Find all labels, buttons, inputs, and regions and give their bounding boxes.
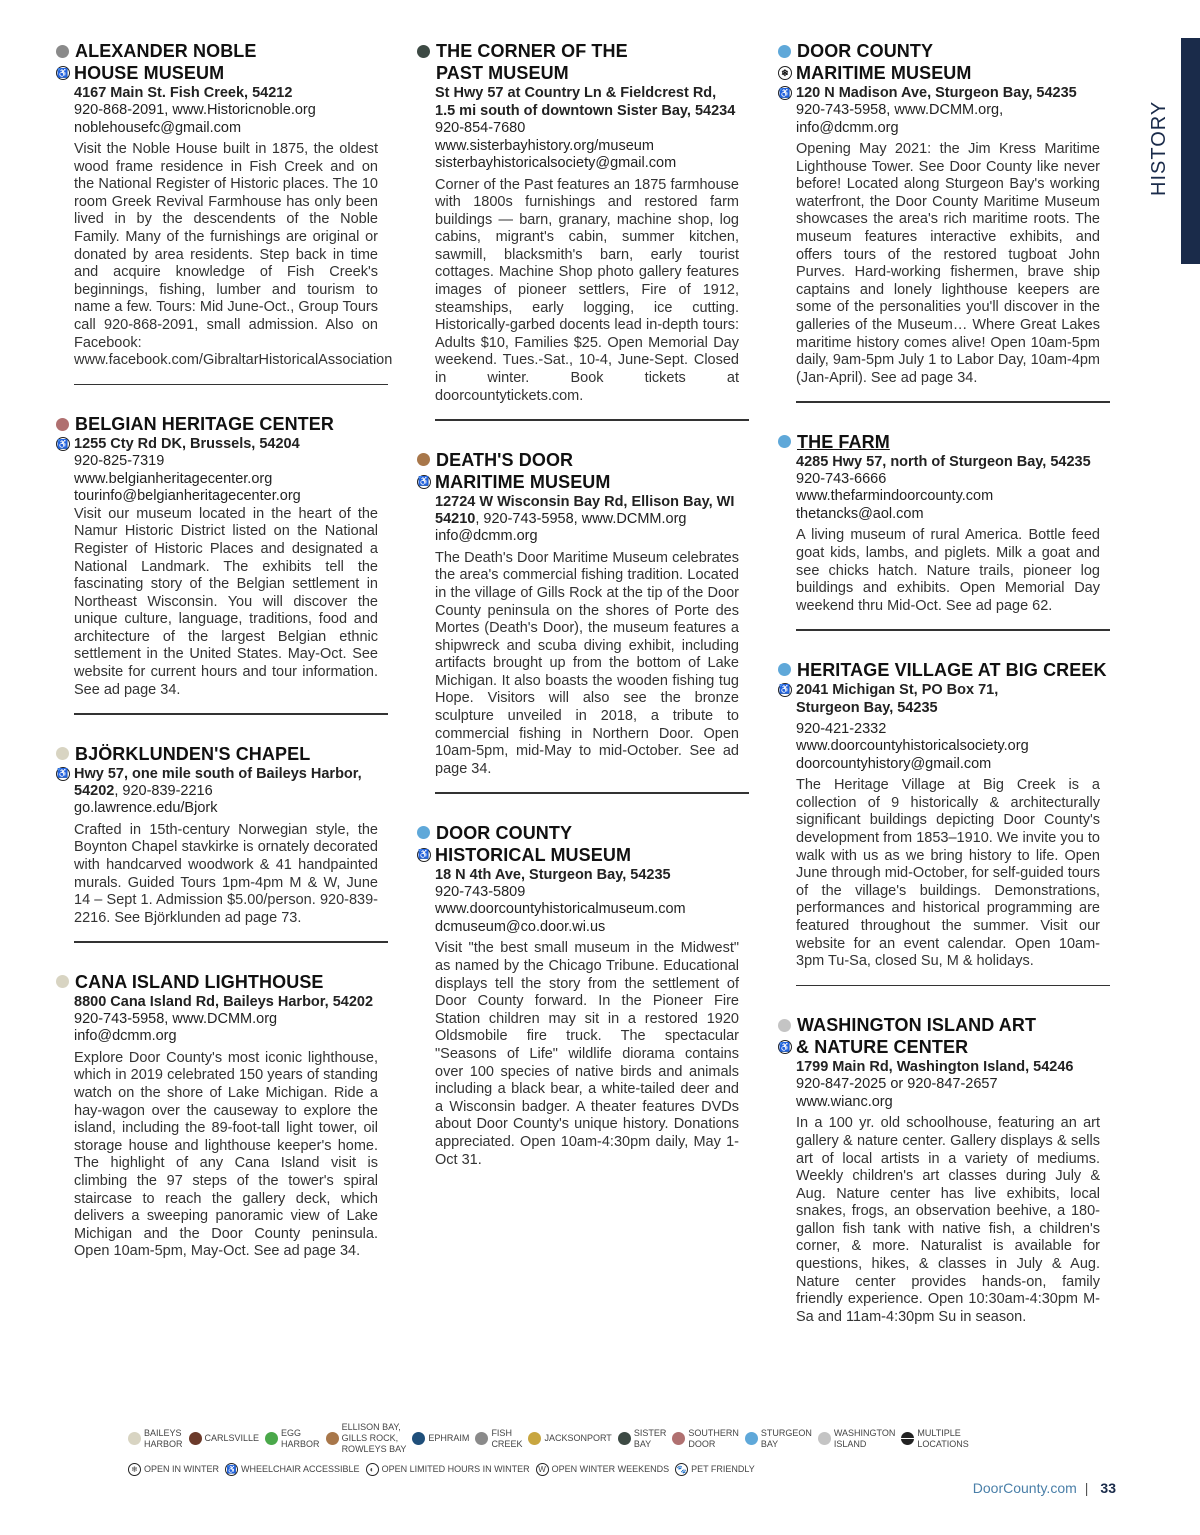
- divider: [435, 792, 749, 794]
- southern-door-dot-icon: [56, 418, 69, 431]
- legend-region-label: JACKSONPORT: [544, 1433, 612, 1443]
- listing-phone[interactable]: 920-847-2025 or 920-847-2657: [796, 1076, 998, 1093]
- listing-email[interactable]: info@dcmm.org: [796, 119, 899, 136]
- listing-phone[interactable]: 920-743-6666: [796, 470, 887, 487]
- listing-description: Explore Door County's most iconic lighthouse, which in 2019 celebrated 150 years of standing watch on the shore of Lake Michigan. Ride a hay-wagon over the causeway to explore the island, including the 89-foot-tall light tower, oil storage house and lighthouse keeper's home. The highlight of any Cana Island visit is climbing the 97 steps of the tower's spiral staircase to reach the gallery deck, which delivers a sweeping panoramic view of Lake Michigan and the Door County peninsula. Open 10am-5pm, May-Oct. See ad page 34.: [74, 1049, 378, 1260]
- listing-phone[interactable]: , 920-839-2216: [114, 782, 213, 799]
- snowflake-icon: ❄: [778, 66, 792, 80]
- legend-region-label: MULTIPLE LOCATIONS: [917, 1427, 969, 1449]
- legend-region-label: WASHINGTON ISLAND: [833, 1427, 896, 1449]
- listing-address: 4167 Main St. Fish Creek, 54212: [74, 85, 293, 101]
- listing-email[interactable]: dcmuseum@co.door.wi.us: [435, 918, 606, 935]
- listing-description: In a 100 yr. old schoolhouse, featuring an art gallery & nature center. Gallery displays & sells art of local artists in a variety of mediums. Weekly children's art classes during July & Aug. Nature center has live exhibits, local snakes, frogs, an observation beehive, a 180-gallon fish tank with native fish, a children's corner, & more. Naturalist is available for questions, hikes, & classes in July & Aug. Nature center provides hands-on, family friendly experience. Open 10:30am-4:30pm M-Sa and 11am-4:30pm Su in season.: [796, 1115, 1100, 1325]
- listing-email[interactable]: tourinfo@belgianheritagecenter.org: [74, 488, 301, 505]
- listing-address: 4285 Hwy 57, north of Sturgeon Bay, 54235: [796, 453, 1091, 470]
- legend-region-label: STURGEON BAY: [760, 1427, 812, 1449]
- legend-icon-label: WHEELCHAIR ACCESSIBLE: [241, 1464, 360, 1474]
- divider: [74, 941, 388, 943]
- wheelchair-icon: ♿: [778, 86, 792, 100]
- listing-address-line2: Sturgeon Bay, 54235: [796, 699, 938, 716]
- listing-title-line2: HOUSE MUSEUM: [74, 63, 225, 83]
- listing-washington-island-art: [778, 1014, 1100, 1326]
- legend-region-label: ELLISON BAY, GILLS ROCK, ROWLEYS BAY: [341, 1422, 407, 1454]
- listing-door-county-historical: [417, 822, 739, 1169]
- listing-deaths-door: [417, 449, 739, 794]
- legend-icon-item: [225, 1463, 360, 1476]
- region-dot-icon: [265, 1432, 278, 1445]
- listing-address: Hwy 57, one mile south of Baileys Harbor,: [74, 765, 362, 782]
- legend-symbol-icon: 🐾: [676, 1465, 687, 1474]
- baileys-harbor-dot-icon: [56, 747, 69, 760]
- listing-website[interactable]: www.thefarmindoorcounty.com: [796, 488, 994, 505]
- baileys-harbor-dot-icon: [56, 975, 69, 988]
- legend-region-label: EGG HARBOR: [281, 1427, 320, 1449]
- wheelchair-icon: ♿: [778, 1040, 792, 1054]
- listing-title: BJÖRKLUNDEN'S CHAPEL: [75, 743, 311, 764]
- region-dot-icon: [901, 1432, 914, 1445]
- legend-icon-label: OPEN LIMITED HOURS IN WINTER: [381, 1464, 530, 1474]
- listing-address: 120 N Madison Ave, Sturgeon Bay, 54235: [796, 85, 1077, 101]
- legend-region-item: [265, 1428, 320, 1450]
- legend-region-item: [189, 1432, 260, 1445]
- sister-bay-dot-icon: [417, 45, 430, 58]
- page-footer: [973, 1480, 1116, 1496]
- listing-title: BELGIAN HERITAGE CENTER: [75, 414, 334, 435]
- listing-address-line2: 1.5 mi south of downtown Sister Bay, 54234: [435, 103, 736, 119]
- wheelchair-icon: ♿: [56, 66, 70, 80]
- listing-title: THE FARM: [797, 431, 890, 452]
- region-dot-icon: [745, 1432, 758, 1445]
- region-dot-icon: [528, 1432, 541, 1445]
- listing-zip: 54210: [435, 510, 476, 527]
- listing-description: The Heritage Village at Big Creek is a collection of 9 historically & architecturally significant buildings depicting Door County's development from 1853–1910. We invite you to walk with us as we bring history to life. Open June through mid-October, for self-guided tours of the village's buildings. Demonstrations, performances and historical programming are featured throughout the summer. Visit our website for an event calendar. Open 10am-3pm Tu-Sa, closed Su, M & holidays.: [796, 777, 1100, 970]
- footer-separator: |: [1084, 1480, 1089, 1496]
- footer-site-link[interactable]: DoorCounty.com: [972, 1480, 1077, 1496]
- listing-description: Corner of the Past features an 1875 farmhouse with 1800s furnishings and restored farm buildings — barn, granary, machine shop, log cabins, migrant's cabin, summer kitchen, sawmill, blacksmith's barn, early tourist cottages. Machine Shop photo gallery features images of pioneer settlers, Fire of 1912, steamships, early logging, ice cutting. Historically-garbed docents lead in-depth tours: Adults $10, Families $25. Open Memorial Day weekend. Tues.-Sat., 10-4, June-Sept. Closed in winter. Book tickets at doorcountytickets.com.: [435, 176, 739, 404]
- listing-cana-island: [56, 971, 378, 1261]
- region-dot-icon: [412, 1432, 425, 1445]
- region-dot-icon: [189, 1432, 202, 1445]
- legend-icon-item: [536, 1463, 670, 1476]
- sturgeon-bay-dot-icon: [778, 45, 791, 58]
- sturgeon-bay-dot-icon: [778, 663, 791, 676]
- listing-door-county-maritime: [778, 40, 1100, 403]
- legend-icon-label: PET FRIENDLY: [691, 1464, 755, 1474]
- divider: [796, 985, 1110, 987]
- listing-contact[interactable]: 920-743-5958, www.DCMM.org,: [796, 102, 1004, 118]
- legend-region-item: [412, 1432, 469, 1445]
- listing-the-farm: [778, 431, 1100, 631]
- legend-region-item: [745, 1428, 812, 1450]
- listing-website[interactable]: www.wianc.org: [796, 1093, 893, 1110]
- listing-address: 2041 Michigan St, PO Box 71,: [796, 681, 999, 698]
- legend-region-item: [528, 1432, 611, 1445]
- section-label: HISTORY: [1148, 100, 1170, 196]
- sturgeon-bay-dot-icon: [417, 826, 430, 839]
- listing-title: HERITAGE VILLAGE AT BIG CREEK: [797, 659, 1107, 680]
- region-dot-icon: [128, 1432, 141, 1445]
- sturgeon-bay-dot-icon: [778, 435, 791, 448]
- listing-website[interactable]: www.doorcountyhistoricalsociety.org: [796, 738, 1029, 755]
- listing-title: CANA ISLAND LIGHTHOUSE: [75, 971, 324, 992]
- legend-symbol-icon: W: [536, 1463, 549, 1476]
- listing-contact[interactable]: 920-743-5958, www.DCMM.org: [74, 1010, 278, 1027]
- wheelchair-icon: ♿: [56, 767, 70, 781]
- wheelchair-icon: ♿: [417, 475, 431, 489]
- column-3: [778, 40, 1107, 1326]
- legend-icon-label: OPEN IN WINTER: [144, 1464, 220, 1474]
- legend-region-label: SISTER BAY: [633, 1427, 667, 1449]
- listing-address: 1799 Main Rd, Washington Island, 54246: [796, 1059, 1074, 1076]
- listing-title: WASHINGTON ISLAND ART: [797, 1015, 1037, 1036]
- listing-title: DOOR COUNTY: [436, 822, 573, 843]
- listing-phone[interactable]: 920-854-7680: [435, 120, 526, 136]
- listing-zip: 54202: [74, 782, 115, 799]
- listing-email[interactable]: thetancks@aol.com: [796, 505, 924, 522]
- legend-region-item: [326, 1422, 407, 1455]
- column-1: [56, 40, 393, 1261]
- listing-title: DOOR COUNTY: [797, 41, 934, 61]
- listing-address: 18 N 4th Ave, Sturgeon Bay, 54235: [435, 866, 671, 883]
- listing-phone[interactable]: 920-825-7319: [74, 453, 165, 470]
- listing-title: DEATH'S DOOR: [436, 449, 574, 470]
- legend-icon-item: [675, 1463, 755, 1476]
- listing-title-line2: & NATURE CENTER: [796, 1037, 969, 1058]
- listing-address: 12724 W Wisconsin Bay Rd, Ellison Bay, WI: [435, 493, 735, 510]
- legend-symbol-icon: ◐: [366, 1463, 379, 1476]
- listing-email[interactable]: doorcountyhistory@gmail.com: [796, 755, 992, 772]
- region-dot-icon: [818, 1432, 831, 1445]
- listing-email[interactable]: sisterbayhistoricalsociety@gmail.com: [435, 155, 677, 171]
- listing-description: Visit our museum located in the heart of the Namur Historic District listed on the National Register of Historic Places and designated a National Landmark. The exhibits tell the fascinating story of the Belgian settlement in Northeast Wisconsin. You will discover the unique culture, language, traditions, food and architecture of the largest Belgian ethnic settlement in the United States. May-Oct. See website for current hours and tour information. See ad page 34.: [74, 505, 378, 698]
- listing-address: 8800 Cana Island Rd, Baileys Harbor, 54202: [74, 993, 374, 1010]
- legend-region-label: FISH CREEK: [491, 1427, 523, 1449]
- region-dot-icon: [618, 1432, 631, 1445]
- legend-icons: [128, 1463, 1028, 1476]
- listing-description: Crafted in 15th-century Norwegian style, the Boynton Chapel stavkirke is ornately decorated with handcarved woodwork & 41 handpainted murals. Guided Tours 1pm-4pm M & W, June 14 – Sept 1. Admission $5.00/person. 920-839-2216. See Björklunden ad page 73.: [74, 821, 378, 926]
- region-dot-icon: [672, 1432, 685, 1445]
- wheelchair-icon: ♿: [417, 848, 431, 862]
- listing-description: The Death's Door Maritime Museum celebrates the area's commercial fishing tradition. Located in the village of Gills Rock at the tip of the Door County peninsula on the shores of Porte des Mortes (Death's Door), the museum features a shipwreck and scuba diving exhibit, including artifacts brought up from the bottom of Lake Michigan. It also boasts the wooden fishing tug Hope. Visitors will also see the bronze sculpture unveiled in 2018, a tribute to commercial fishing in Northern Door. Open 10am-5pm, mid-May to mid-October. See ad page 34.: [435, 549, 739, 777]
- region-dot-icon: [326, 1432, 339, 1445]
- wheelchair-icon: ♿: [778, 683, 792, 697]
- listing-phone[interactable]: 920-743-5809: [435, 883, 526, 900]
- ellison-bay-dot-icon: [417, 453, 430, 466]
- legend-region-label: BAILEYS HARBOR: [144, 1427, 183, 1449]
- section-tab: [1181, 38, 1200, 264]
- divider: [796, 401, 1110, 403]
- map-legend: [128, 1422, 1028, 1476]
- listing-website[interactable]: www.belgianheritagecenter.org: [74, 470, 273, 487]
- listing-title-line2: PAST MUSEUM: [436, 63, 569, 83]
- listing-website[interactable]: www.sisterbayhistory.org/museum: [435, 137, 654, 154]
- legend-region-item: [475, 1428, 522, 1450]
- listing-email[interactable]: info@dcmm.org: [435, 528, 538, 545]
- legend-icon-item: [366, 1463, 530, 1476]
- legend-region-item: [618, 1428, 667, 1450]
- divider: [796, 629, 1110, 631]
- listing-contact[interactable]: 920-868-2091, www.Historicnoble.org: [74, 102, 316, 118]
- listing-bjorklunden: [56, 743, 378, 943]
- listing-description: Visit "the best small museum in the Midwest" as named by the Chicago Tribune. Educational displays tell the story from the settlement of Door County forward. In the Pioneer Fire Station children may sit in a restored 1920 Oldsmobile fire truck. The spectacular "Seasons of Life" wildlife diorama contains over 100 species of native birds and animals including a black bear, a white-tailed deer and a Wisconsin badger. A theater features DVDs about Door County's unique history. Donations appreciated. Open 10am-4:30pm daily, May 1-Oct 31.: [435, 940, 739, 1168]
- listing-contact[interactable]: , 920-743-5958, www.DCMM.org: [475, 510, 687, 527]
- listing-website[interactable]: go.lawrence.edu/Bjork: [74, 800, 218, 817]
- region-dot-icon: [475, 1432, 488, 1445]
- listing-address: 1255 Cty Rd DK, Brussels, 54204: [74, 436, 300, 453]
- column-2: [417, 40, 739, 1169]
- legend-region-label: CARLSVILLE: [204, 1433, 260, 1443]
- listing-title-line2: HISTORICAL MUSEUM: [435, 844, 632, 865]
- listing-address: St Hwy 57 at Country Ln & Fieldcrest Rd,: [435, 85, 717, 101]
- legend-region-item: [128, 1428, 183, 1450]
- legend-region-item: [818, 1428, 896, 1450]
- legend-region-label: SOUTHERN DOOR: [688, 1427, 739, 1449]
- listing-belgian-heritage: [56, 413, 378, 715]
- listing-description: Opening May 2021: the Jim Kress Maritime Lighthouse Tower. See Door County like never before! Located along Sturgeon Bay's working waterfront, the Door County Maritime Museum showcases the area's rich maritime roots. The museum features interactive exhibits, and offers tours of the restored tugboat John Purves. Hard-working fishermen, brave ship captains and lonely lighthouse keepers are some of the personalities you'll discover in the galleries of the Museum… Where Great Lakes maritime history comes alive! Open 10am-5pm daily, 9am-5pm July 1 to Labor Day, 10am-4pm (Jan-April). See ad page 34.: [796, 141, 1100, 386]
- legend-icon-label: OPEN WINTER WEEKENDS: [551, 1464, 670, 1474]
- divider: [435, 419, 749, 421]
- legend-region-label: EPHRAIM: [428, 1433, 470, 1443]
- washington-island-dot-icon: [778, 1019, 791, 1032]
- listing-email[interactable]: info@dcmm.org: [74, 1028, 177, 1045]
- legend-regions: [128, 1422, 1028, 1455]
- legend-region-item: [672, 1428, 739, 1450]
- listing-title-line2: MARITIME MUSEUM: [796, 63, 972, 83]
- listing-email[interactable]: noblehousefc@gmail.com: [74, 119, 242, 136]
- listing-title: ALEXANDER NOBLE: [75, 41, 257, 61]
- listing-title-line2: MARITIME MUSEUM: [435, 471, 611, 492]
- listing-phone[interactable]: 920-421-2332: [796, 720, 887, 737]
- listing-alexander-noble: [56, 40, 393, 385]
- listing-description: A living museum of rural America. Bottle feed goat kids, lambs, and piglets. Milk a goat and see chicks hatch. Nature trails, pioneer log buildings and exhibits. Open Memorial Day weekend thru Mid-Oct. See ad page 62.: [796, 527, 1100, 614]
- wheelchair-icon: ♿: [56, 437, 70, 451]
- legend-region-item: [901, 1428, 968, 1450]
- listing-title: THE CORNER OF THE: [436, 41, 628, 61]
- divider: [74, 713, 388, 715]
- legend-symbol-icon: ❄: [128, 1463, 141, 1476]
- listing-description: Visit the Noble House built in 1875, the oldest wood frame residence in Fish Creek and on the National Register of Historic places. The 10 room Greek Revival Farmhouse has only been lived in by the descendents of the Noble Family. Many of the furnishings are original or donated by area residents. Step back in time and acquire knowledge of Fish Creek's beginnings, fishing, lumber and tourism to name a few. Tours: Mid June-Oct., Group Tours call 920-868-2091, small admission. Also on Facebook: www.facebook.com/GibraltarHistoricalAssociation: [74, 141, 393, 369]
- divider: [74, 384, 388, 386]
- listing-corner-of-the-past: [417, 40, 739, 421]
- legend-symbol-icon: ♿: [226, 1465, 237, 1474]
- page-number: 33: [1100, 1480, 1116, 1496]
- listing-website[interactable]: www.doorcountyhistoricalmuseum.com: [435, 901, 686, 918]
- listing-heritage-village: [778, 659, 1107, 987]
- fish-creek-dot-icon: [56, 45, 69, 58]
- legend-icon-item: [128, 1463, 219, 1476]
